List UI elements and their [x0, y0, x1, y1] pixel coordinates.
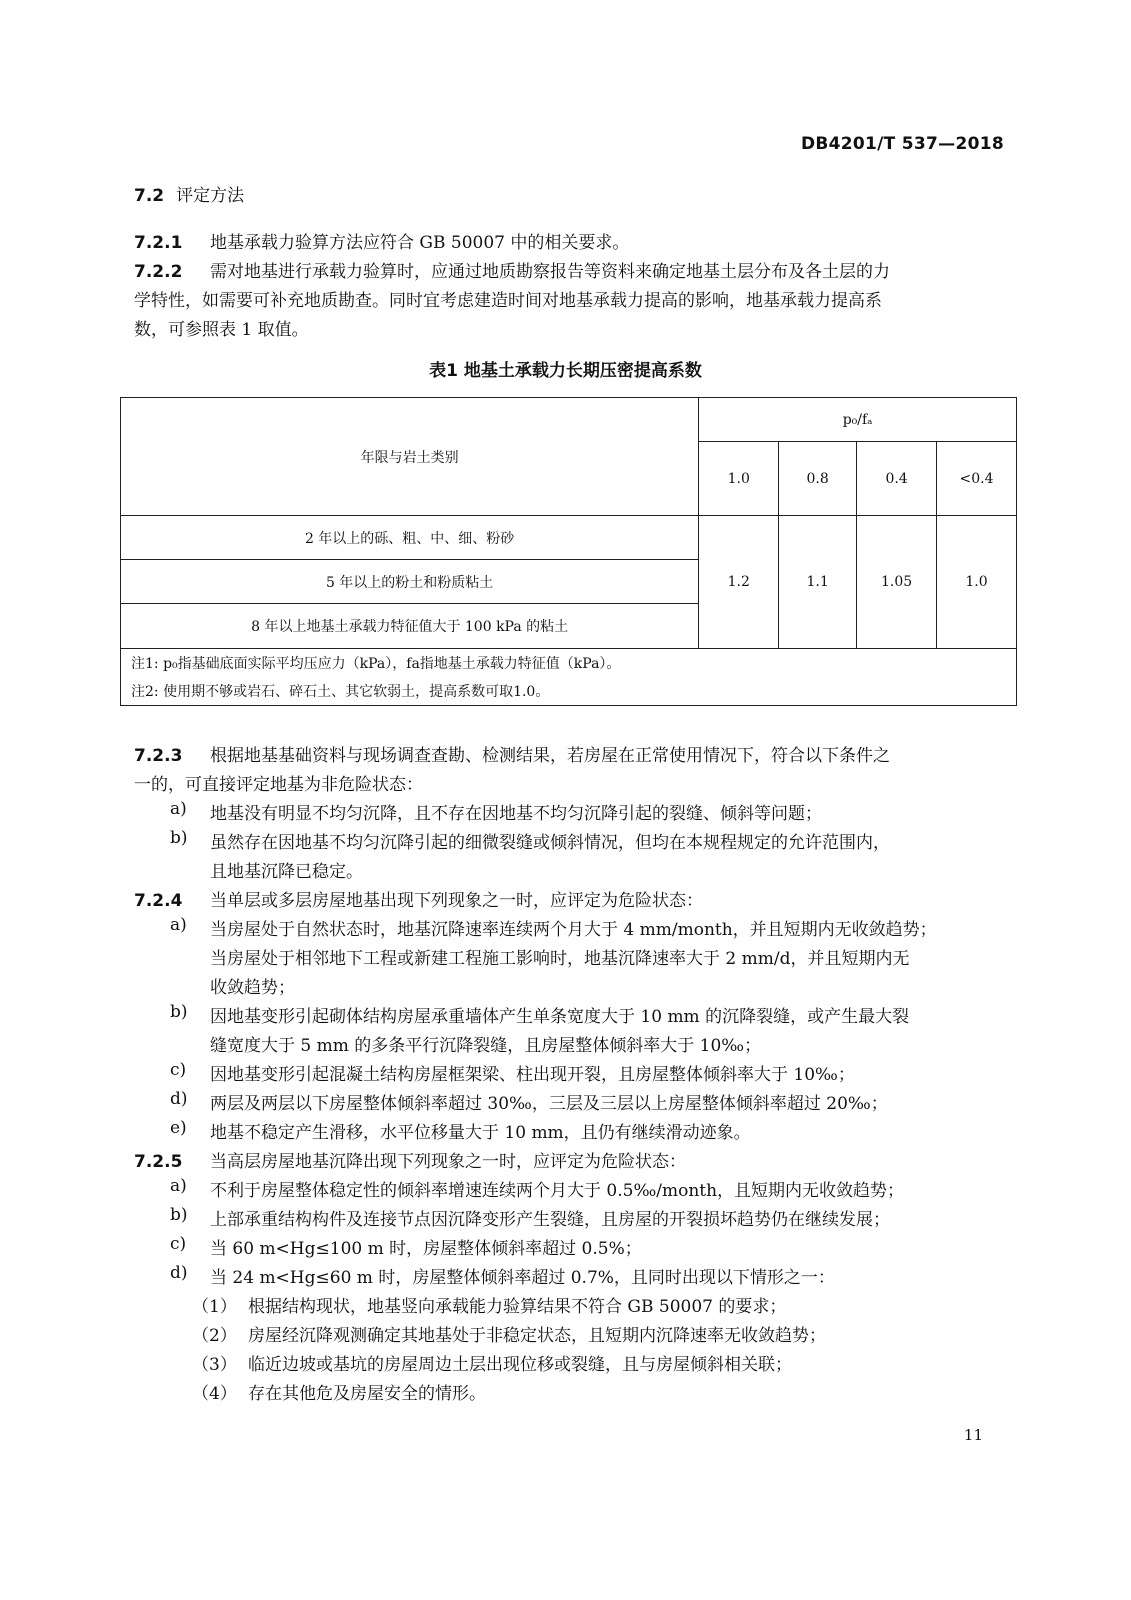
- sub-text: 临近边坡或基坑的房屋周边土层出现位移或裂缝，且与房屋倾斜相关联；: [248, 1355, 792, 1375]
- ratio-value: 0.8: [779, 442, 857, 516]
- list-text: 当房屋处于自然状态时，地基沉降速率连续两个月大于 4 mm/month，并且短期内无收敛趋势；: [210, 920, 937, 940]
- table-row-label: 2 年以上的砾、粗、中、细、粉砂: [121, 516, 699, 560]
- coefficient-value: 1.2: [699, 516, 779, 649]
- list-item-b: [170, 1205, 890, 1230]
- clause-text-continued: 数，可参照表 1 取值。: [134, 320, 309, 340]
- list-item-continued: 当房屋处于相邻地下工程或新建工程施工影响时，地基沉降速率大于 2 mm/d，并且短期内无: [210, 949, 910, 969]
- list-item-a: [170, 1176, 905, 1201]
- document-code-header: DB4201/T 537—2018: [800, 134, 1004, 154]
- clause-text: 根据地基基础资料与现场调查查勘、检测结果，若房屋在正常使用情况下，符合以下条件之: [210, 746, 890, 766]
- list-item-c: [170, 1060, 855, 1085]
- ratio-value: 0.4: [857, 442, 937, 516]
- clause-7-2-5: [134, 1147, 686, 1172]
- list-label: c): [170, 1060, 187, 1080]
- column-header-category: 年限与岩土类别: [121, 398, 699, 516]
- page-number: 11: [963, 1426, 983, 1444]
- clause-text: 地基承载力验算方法应符合 GB 50007 中的相关要求。: [210, 233, 630, 253]
- list-label: a): [170, 799, 187, 819]
- table-row-label: 5 年以上的粉土和粉质粘土: [121, 560, 699, 604]
- sub-label: （4）: [192, 1384, 237, 1404]
- clause-text-continued: 学特性，如需要可补充地质勘查。同时宜考虑建造时间对地基承载力提高的影响，地基承载力提高系: [134, 291, 882, 311]
- sub-item-3: [192, 1350, 792, 1375]
- clause-text: 当高层房屋地基沉降出现下列现象之一时，应评定为危险状态：: [210, 1152, 686, 1172]
- clause-number: 7.2.1: [134, 233, 183, 253]
- list-text: 两层及两层以下房屋整体倾斜率超过 30‰，三层及三层以上房屋整体倾斜率超过 20‰；: [210, 1094, 888, 1114]
- clause-number: 7.2.5: [134, 1152, 183, 1172]
- clause-text: 需对地基进行承载力验算时，应通过地质勘察报告等资料来确定地基土层分布及各土层的力: [210, 262, 890, 282]
- table-row-label: 8 年以上地基土承载力特征值大于 100 kPa 的粘土: [121, 604, 699, 649]
- sub-label: （3）: [192, 1355, 237, 1375]
- section-number: 7.2: [134, 186, 165, 206]
- list-label: a): [170, 1176, 187, 1196]
- list-text: 上部承重结构构件及连接节点因沉降变形产生裂缝，且房屋的开裂损坏趋势仍在继续发展；: [210, 1210, 890, 1230]
- list-text: 地基没有明显不均匀沉降，且不存在因地基不均匀沉降引起的裂缝、倾斜等问题；: [210, 804, 822, 824]
- sub-label: （1）: [192, 1297, 237, 1317]
- ratio-header: p₀/fₐ: [699, 398, 1017, 442]
- coefficient-value: 1.1: [779, 516, 857, 649]
- list-item-continued: 且地基沉降已稳定。: [210, 862, 363, 882]
- coefficient-value: 1.0: [937, 516, 1017, 649]
- list-item-d: [170, 1263, 835, 1288]
- list-text: 当 60 m<Hg≤100 m 时，房屋整体倾斜率超过 0.5%；: [210, 1239, 642, 1259]
- list-item-e: [170, 1118, 751, 1143]
- clause-number: 7.2.2: [134, 262, 183, 282]
- sub-item-1: [192, 1292, 787, 1317]
- list-label: b): [170, 1002, 188, 1022]
- ratio-value: <0.4: [937, 442, 1017, 516]
- list-label: a): [170, 915, 187, 935]
- sub-label: （2）: [192, 1326, 237, 1346]
- list-item-c: [170, 1234, 642, 1259]
- list-text: 当 24 m<Hg≤60 m 时，房屋整体倾斜率超过 0.7%，且同时出现以下情形之一：: [210, 1268, 835, 1288]
- sub-text: 存在其他危及房屋安全的情形。: [248, 1384, 486, 1404]
- table-caption: 表1 地基土承载力长期压密提高系数: [429, 361, 702, 381]
- list-text: 因地基变形引起混凝土结构房屋框架梁、柱出现开裂，且房屋整体倾斜率大于 10‰；: [210, 1065, 855, 1085]
- list-label: b): [170, 828, 188, 848]
- section-heading: [134, 181, 244, 206]
- list-text: 地基不稳定产生滑移，水平位移量大于 10 mm，且仍有继续滑动迹象。: [210, 1123, 751, 1143]
- list-item-b: [170, 828, 890, 853]
- list-text: 不利于房屋整体稳定性的倾斜率增速连续两个月大于 0.5‰/month，且短期内无收敛趋势；: [210, 1181, 905, 1201]
- list-text: 虽然存在因地基不均匀沉降引起的细微裂缝或倾斜情况，但均在本规程规定的允许范围内，: [210, 833, 890, 853]
- list-item-a: [170, 915, 937, 940]
- clause-7-2-2: [134, 257, 890, 282]
- list-item-a: [170, 799, 822, 824]
- clause-number: 7.2.4: [134, 891, 183, 911]
- list-label: c): [170, 1234, 187, 1254]
- table-note-2: 注2: 使用期不够或岩石、碎石土、其它软弱土，提高系数可取1.0。: [121, 678, 1017, 706]
- clause-text-continued: 一的，可直接评定地基为非危险状态：: [134, 775, 423, 795]
- clause-number: 7.2.3: [134, 746, 183, 766]
- list-item-b: [170, 1002, 910, 1027]
- list-item-continued: 收敛趋势；: [210, 978, 295, 998]
- clause-7-2-4: [134, 886, 703, 911]
- list-item-d: [170, 1089, 888, 1114]
- bearing-capacity-table: [120, 397, 1017, 706]
- ratio-value: 1.0: [699, 442, 779, 516]
- section-title: 评定方法: [176, 186, 245, 206]
- list-label: b): [170, 1205, 188, 1225]
- sub-text: 房屋经沉降观测确定其地基处于非稳定状态，且短期内沉降速率无收敛趋势；: [248, 1326, 826, 1346]
- list-text: 因地基变形引起砌体结构房屋承重墙体产生单条宽度大于 10 mm 的沉降裂缝，或产生最大裂: [210, 1007, 910, 1027]
- clause-7-2-3: [134, 741, 890, 766]
- clause-text: 当单层或多层房屋地基出现下列现象之一时，应评定为危险状态：: [210, 891, 703, 911]
- list-label: d): [170, 1263, 188, 1283]
- list-label: d): [170, 1089, 188, 1109]
- list-item-continued: 缝宽度大于 5 mm 的多条平行沉降裂缝，且房屋整体倾斜率大于 10‰；: [210, 1036, 762, 1056]
- clause-7-2-1: [134, 228, 629, 253]
- sub-text: 根据结构现状，地基竖向承载能力验算结果不符合 GB 50007 的要求；: [248, 1297, 787, 1317]
- coefficient-value: 1.05: [857, 516, 937, 649]
- list-label: e): [170, 1118, 187, 1138]
- sub-item-2: [192, 1321, 826, 1346]
- table-note-1: 注1: p₀指基础底面实际平均压应力（kPa），fa指地基土承载力特征值（kPa）。: [121, 649, 1017, 678]
- sub-item-4: [192, 1379, 486, 1404]
